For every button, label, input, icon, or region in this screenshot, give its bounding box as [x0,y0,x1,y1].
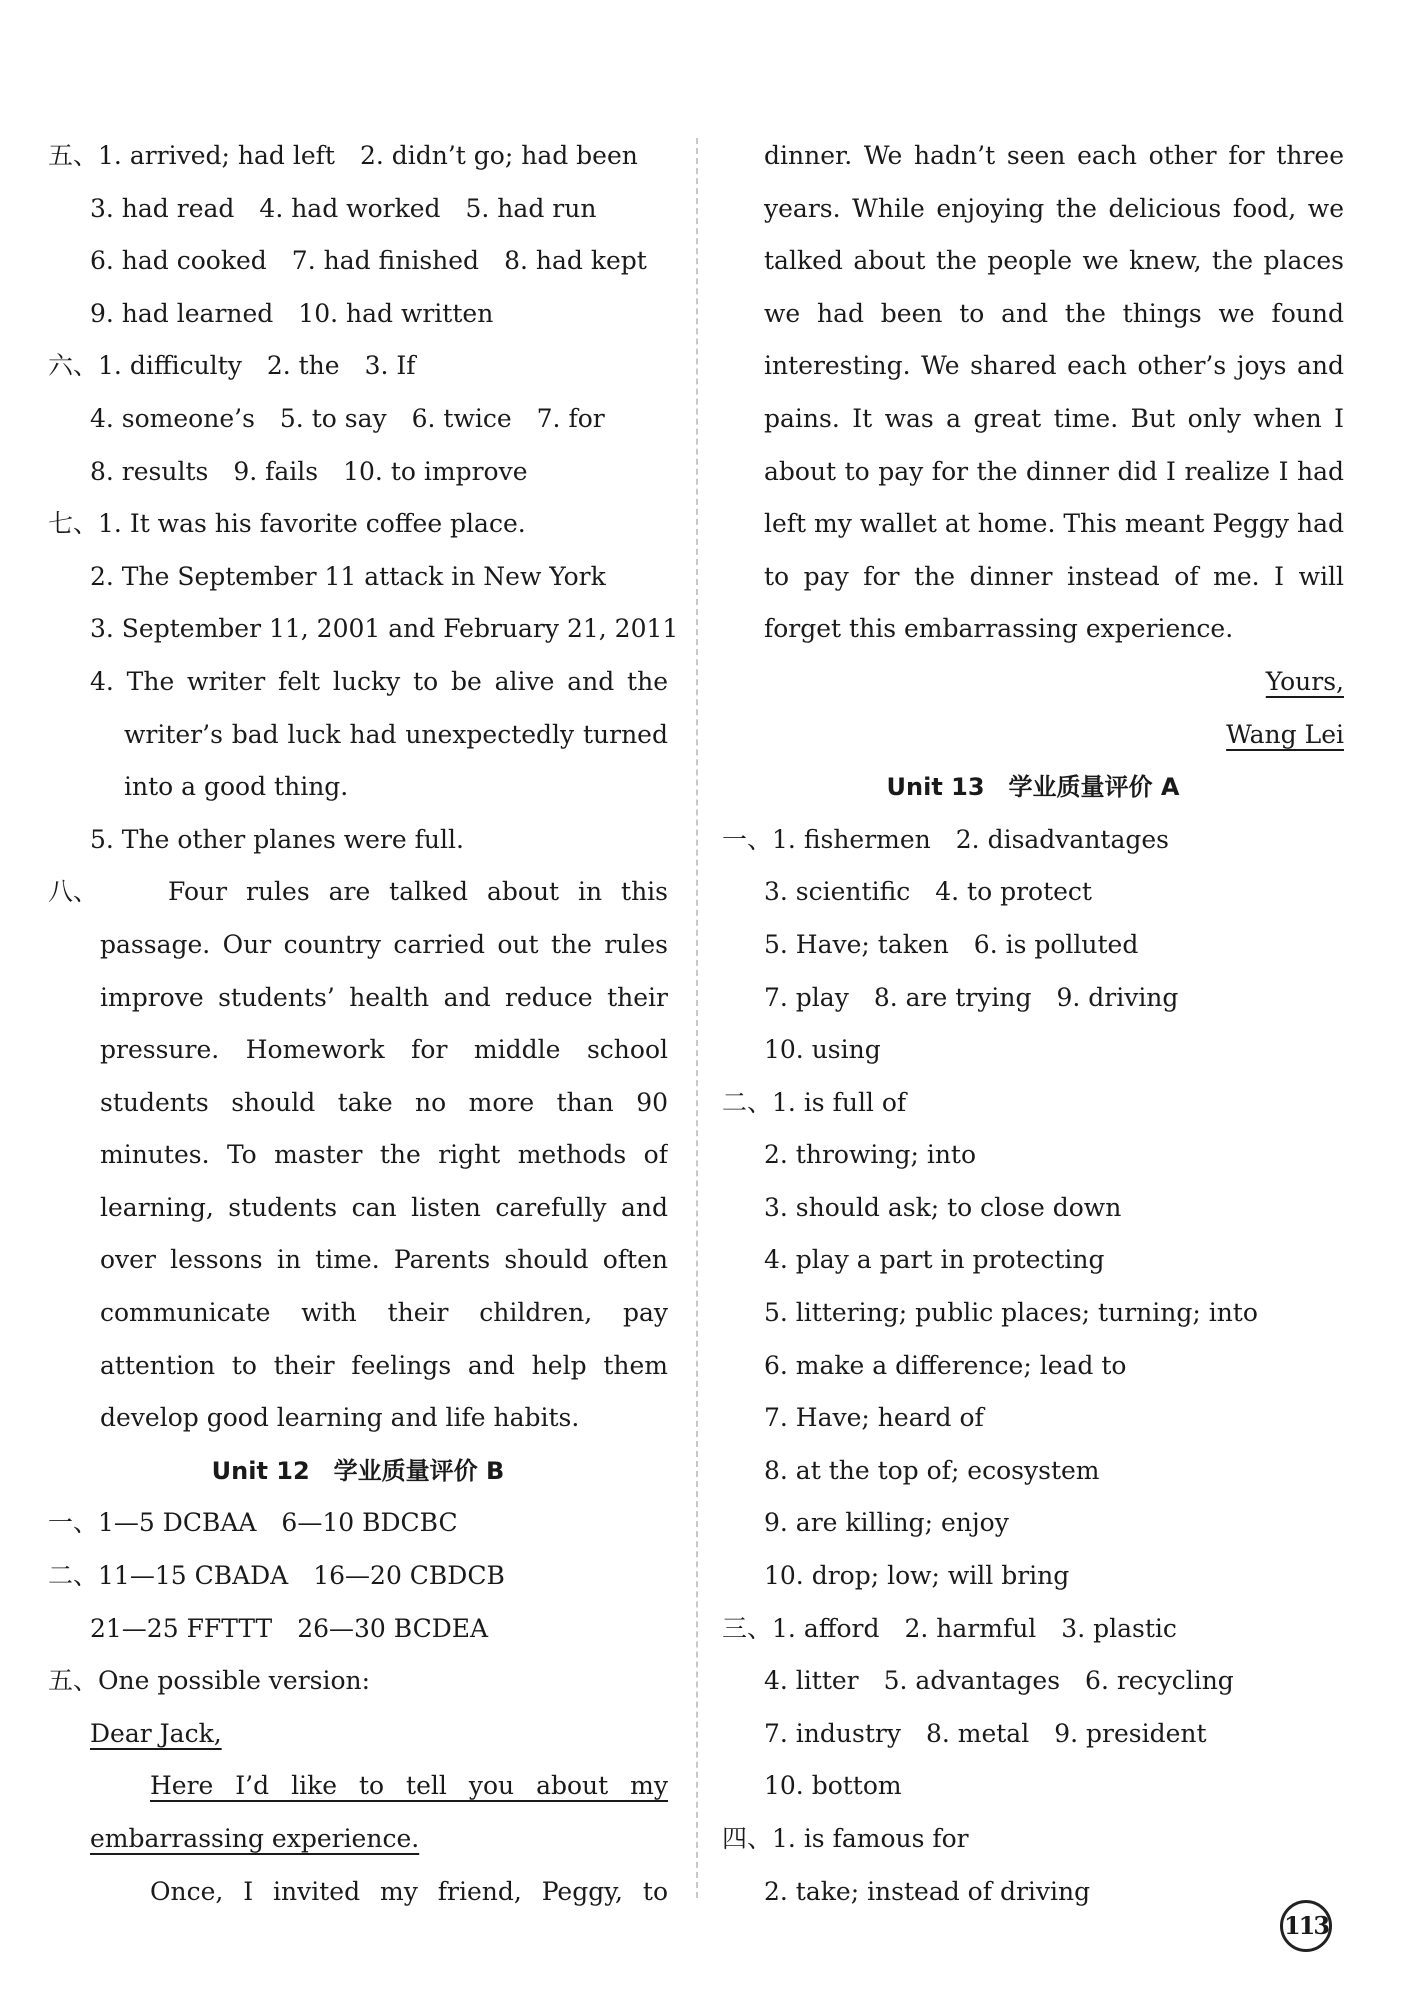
answer-line: 3. scientific 4. to protect [764,877,1092,907]
section-label: 八、 [48,877,99,907]
answer-line: 3. had read 4. had worked 5. had run [90,193,597,223]
answer-text: 1—5 DCBAA 6—10 BDCBC [98,1508,458,1538]
answer-line: writer’s bad luck had unexpectedly turned [124,719,668,749]
paragraph-line: minutes. To master the right methods of [100,1140,668,1170]
letter-line: Once, I invited my friend, Peggy, to [150,1876,668,1906]
answer-line [48,1550,668,1603]
signature-text: Wang Lei [1226,719,1344,749]
answer-line: 5. littering; public places; turning; into [764,1298,1258,1328]
answer-text: 1. afford 2. harmful 3. plastic [772,1613,1177,1643]
answer-line: 3. should ask; to close down [764,1192,1122,1222]
answer-text: 1. is full of [772,1087,907,1117]
answer-text: 1. is famous for [772,1824,969,1853]
answer-line [722,1077,1344,1130]
answer-line [722,1603,1344,1656]
answer-line [48,866,668,919]
section-label: 二、 [722,1087,773,1117]
section-label: 二、 [48,1561,99,1591]
letter-line: about to pay for the dinner did I realize I had [764,456,1344,486]
answer-line: 6. make a difference; lead to [764,1350,1127,1380]
section-label: 五、 [48,1666,99,1696]
page-number: 113 [1280,1900,1332,1952]
letter-line: forget this embarrassing experience. [764,614,1234,644]
answer-line: 10. bottom [764,1771,902,1801]
answer-line: 8. at the top of; ecosystem [764,1455,1100,1485]
paragraph-line: students should take no more than 90 [100,1087,668,1117]
answer-line [48,340,668,393]
letter-signature [722,709,1344,762]
letter-line: dinner. We hadn’t seen each other for three [764,141,1344,170]
letter-line: talked about the people we knew, the places [764,246,1344,276]
letter-line: years. While enjoying the delicious food, we [764,193,1344,223]
paragraph-line: improve students’ health and reduce their [100,982,668,1012]
paragraph-line: over lessons in time. Parents should often [100,1245,668,1275]
answer-line: into a good thing. [124,772,349,802]
answer-line: 2. take; instead of driving [764,1876,1091,1906]
answer-text: One possible version: [98,1666,371,1696]
answer-line: 2. throwing; into [764,1140,977,1170]
answer-text: 11—15 CBADA 16—20 CBDCB [98,1561,505,1591]
answer-line: 7. industry 8. metal 9. president [764,1718,1207,1748]
answer-line [48,1497,668,1550]
answer-text: 1. difficulty 2. the 3. If [98,351,416,381]
answer-line: 3. September 11, 2001 and February 21, 2011 [90,614,679,644]
paragraph-line: pressure. Homework for middle school [100,1035,668,1065]
letter-line: left my wallet at home. This meant Peggy had [764,509,1344,539]
letter-greeting [48,1708,668,1761]
answer-line: 9. are killing; enjoy [764,1508,1009,1538]
right-column [722,130,1344,1918]
section-label: 六、 [48,351,99,381]
answer-text: 1. fishermen 2. disadvantages [772,824,1170,854]
paragraph-line: communicate with their children, pay [100,1298,668,1328]
paragraph-text: Four rules are talked about in this [168,877,668,907]
section-label: 四、 [722,1824,773,1853]
answer-line [722,814,1344,867]
section-label: 一、 [48,1508,99,1538]
letter-line: pains. It was a great time. But only when I [764,403,1344,433]
paragraph-line: develop good learning and life habits. [100,1403,580,1433]
unit-title: Unit 13 学业质量评价 A [886,773,1180,802]
answer-line: 9. had learned 10. had written [90,298,494,328]
answer-line: 7. play 8. are trying 9. driving [764,982,1179,1012]
letter-line: interesting. We shared each other’s joys and [764,351,1344,381]
answer-line [48,1655,668,1708]
letter-closing [722,656,1344,709]
answer-line: 5. Have; taken 6. is polluted [764,929,1139,959]
answer-line: 8. results 9. fails 10. to improve [90,456,528,486]
answer-line: 5. The other planes were full. [90,824,464,854]
answer-line: 4. The writer felt lucky to be alive and the [90,666,668,696]
paragraph-line: attention to their feelings and help them [100,1350,668,1380]
closing-text: Yours, [1265,666,1344,696]
paragraph-line: passage. Our country carried out the rules [100,929,668,959]
answer-line [722,1813,1344,1866]
section-label: 三、 [722,1613,773,1643]
answer-text: 1. arrived; had left 2. didn’t go; had been [98,141,638,170]
paragraph-line: learning, students can listen carefully and [100,1192,668,1222]
column-divider [696,138,698,1898]
answer-text: 1. It was his favorite coffee place. [98,509,526,539]
answer-line: 10. using [764,1035,881,1065]
answer-line: 10. drop; low; will bring [764,1561,1070,1591]
section-label: 一、 [722,824,773,854]
left-column [48,130,679,1918]
answer-line [48,130,668,183]
answer-line: 2. The September 11 attack in New York [90,561,606,591]
answer-line: 4. someone’s 5. to say 6. twice 7. for [90,403,605,433]
answer-line [48,498,668,551]
answer-line: 7. Have; heard of [764,1403,984,1433]
answer-line: 4. litter 5. advantages 6. recycling [764,1666,1234,1696]
letter-line: we had been to and the things we found [764,298,1344,328]
greeting-text: Dear Jack, [90,1718,222,1748]
letter-text: embarrassing experience. [90,1824,420,1853]
section-label: 七、 [48,509,99,539]
section-label: 五、 [48,141,99,170]
letter-line: to pay for the dinner instead of me. I will [764,561,1344,591]
letter-continuation [722,130,1344,656]
letter-line: Here I’d like to tell you about my [150,1771,668,1801]
unit-title: Unit 12 学业质量评价 B [211,1456,505,1485]
letter-line [48,1813,668,1866]
answer-line: 6. had cooked 7. had finished 8. had kept [90,246,647,276]
answer-line: 4. play a part in protecting [764,1245,1105,1275]
answer-line: 21—25 FFTTT 26—30 BCDEA [90,1613,489,1643]
